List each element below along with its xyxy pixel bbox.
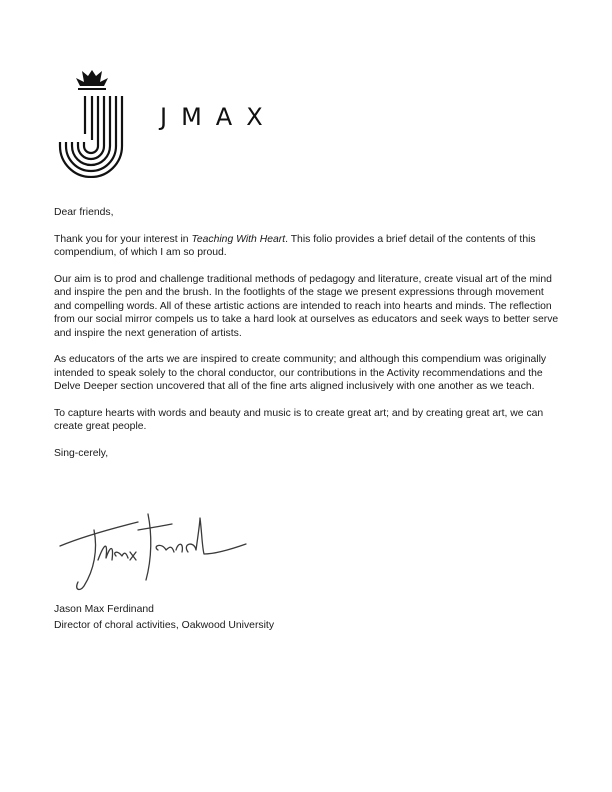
signer-block	[54, 602, 274, 633]
p1-text-after: . This folio provides a brief detail of the contents of this compendium, of which I am so proud.	[54, 233, 536, 259]
folio-title: Teaching With Heart	[191, 233, 286, 245]
signer-title: Director of choral activities, Oakwood University	[54, 619, 275, 631]
p1-text-before: Thank you for your interest in	[54, 233, 192, 245]
letter-paragraph-1	[54, 233, 562, 260]
brand-wordmark: JMAX	[160, 103, 277, 131]
letter-paragraph-2: Our aim is to prod and challenge traditional methods of pedagogy and literature, create visual art of the mind and inspire the pen and the brush. In the footlights of the stage we present expressions through movement and compelling words. All of these artistic actions are intended to reach into hearts and minds. The reflection from our social mirror compels us to take a hard look at ourselves as educators and seek ways to better serve and inspire the next generation of artists.	[54, 274, 559, 339]
signer-name: Jason Max Ferdinand	[54, 604, 154, 615]
jj-crown-monogram-icon	[52, 66, 132, 178]
handwritten-signature	[54, 500, 258, 600]
letter-paragraph-3: As educators of the arts we are inspired to create community; and although this compendium was originally intended to speak solely to the choral conductor, our contributions in the Activity recommendations and the Delve Deeper section uncovered that all of the fine arts aligned inclusively with one another as we teach.	[54, 354, 547, 393]
letter-body	[54, 206, 562, 474]
letter-closing: Sing-cerely,	[54, 448, 109, 460]
letter-greeting: Dear friends,	[54, 207, 114, 218]
letter-paragraph-4: To capture hearts with words and beauty and music is to create great art; and by creating great art, we can create great people.	[54, 408, 544, 433]
